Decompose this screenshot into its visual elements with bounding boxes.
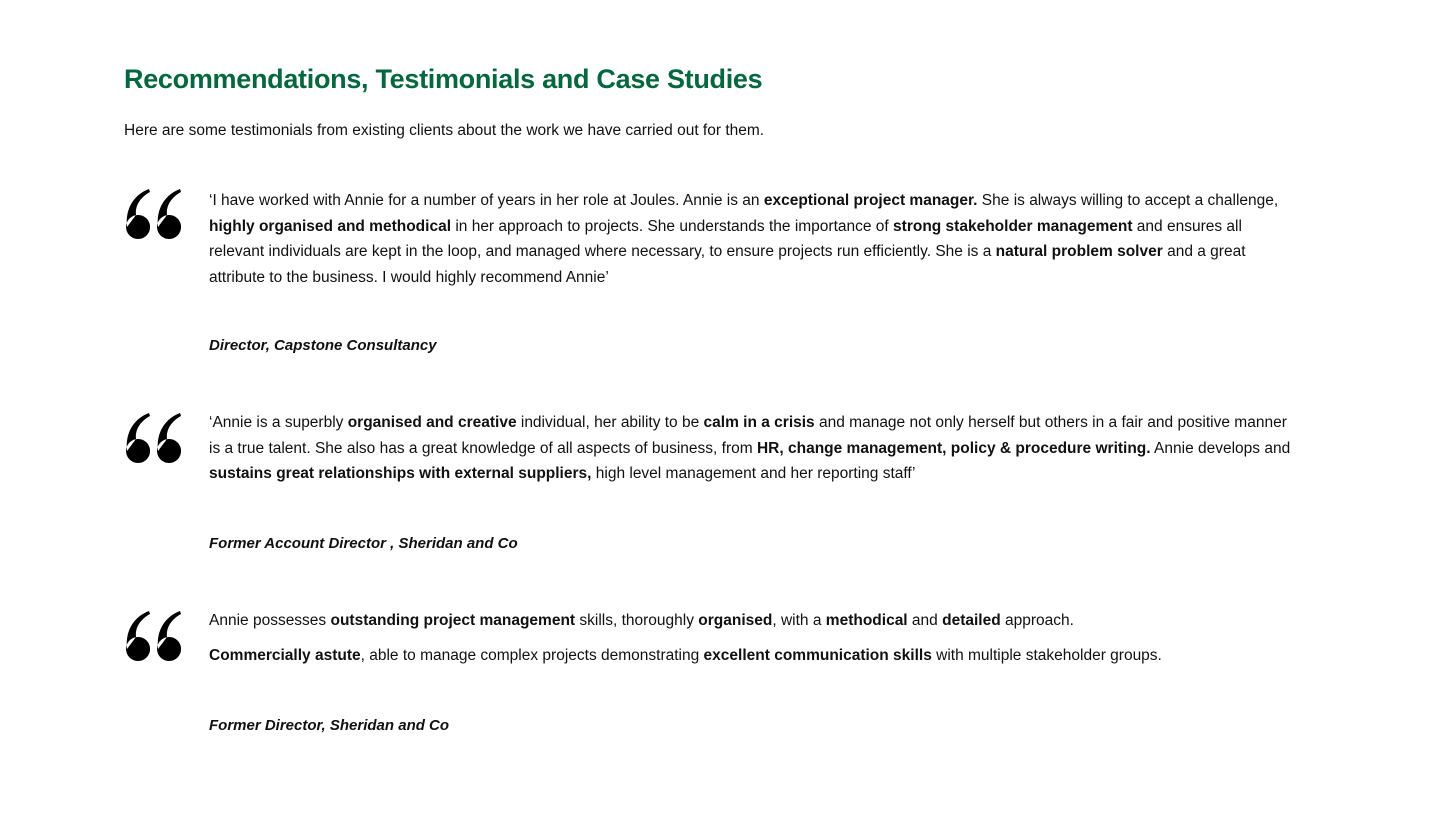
text-segment: , with a (772, 612, 826, 629)
text-segment: in her approach to projects. She understands the importance of (451, 217, 894, 235)
text-segment: Annie possesses (209, 612, 331, 629)
highlighted-text: highly organised and methodical (209, 217, 452, 235)
text-segment: skills, thoroughly (575, 612, 699, 629)
testimonial-attribution: Former Account Director , Sheridan and Co (209, 535, 518, 552)
text-segment: with multiple stakeholder groups. (931, 647, 1162, 664)
intro-text: Here are some testimonials from existing clients about the work we have carried out for them. (124, 122, 765, 139)
text-segment: approach. (1000, 612, 1074, 629)
testimonial-attribution: Director, Capstone Consultancy (209, 337, 437, 354)
testimonial-paragraph (209, 410, 1294, 487)
highlighted-text: exceptional project manager. (763, 192, 978, 209)
text-segment: , able to manage complex projects demonstrating (360, 647, 704, 664)
text-segment: and ensures all relevant individuals are kept in the loop, and managed where necessary, to ensure projects run efficiently. She is a (209, 217, 1242, 260)
testimonial-paragraph (209, 643, 1294, 669)
page-title: Recommendations, Testimonials and Case Studies (124, 64, 763, 94)
quote-icon (124, 610, 182, 662)
text-segment: ‘Annie is a superbly (209, 414, 348, 431)
quote-icon (124, 188, 182, 240)
text-segment: individual, her ability to be (516, 414, 704, 431)
highlighted-text: organised and creative (347, 414, 517, 431)
testimonial-text (209, 608, 1294, 669)
testimonial-paragraph (209, 188, 1294, 290)
text-segment: and a great attribute to the business. I would highly recommend Annie’ (209, 243, 1246, 286)
highlighted-text: detailed (942, 612, 1001, 629)
quote-icon (124, 412, 182, 464)
testimonial-attribution: Former Director, Sheridan and Co (209, 717, 450, 734)
highlighted-text: excellent communication skills (703, 647, 932, 664)
highlighted-text: organised (698, 612, 773, 629)
highlighted-text: outstanding project management (330, 612, 576, 629)
testimonial-paragraph (209, 608, 1294, 634)
highlighted-text: strong stakeholder management (893, 217, 1133, 235)
highlighted-text: natural problem solver (995, 243, 1163, 260)
testimonial-text (209, 188, 1294, 290)
text-segment: ‘I have worked with Annie for a number of years in her role at Joules. Annie is an (209, 192, 764, 209)
highlighted-text: calm in a crisis (703, 414, 815, 431)
testimonial-text (209, 410, 1294, 487)
highlighted-text: methodical (825, 612, 908, 629)
text-segment: and manage not only herself but others in a fair and positive manner is a true talent. She also has a great knowledge of all aspects of business, from (209, 414, 1287, 457)
text-segment: and (907, 612, 943, 629)
highlighted-text: Commercially astute (209, 647, 361, 664)
text-segment: She is always willing to accept a challenge, (977, 192, 1279, 209)
highlighted-text: sustains great relationships with external suppliers, (209, 465, 592, 482)
text-segment: Annie develops and (1150, 439, 1291, 457)
text-segment: high level management and her reporting staff’ (591, 465, 916, 482)
highlighted-text: HR, change management, policy & procedure writing. (756, 439, 1151, 457)
